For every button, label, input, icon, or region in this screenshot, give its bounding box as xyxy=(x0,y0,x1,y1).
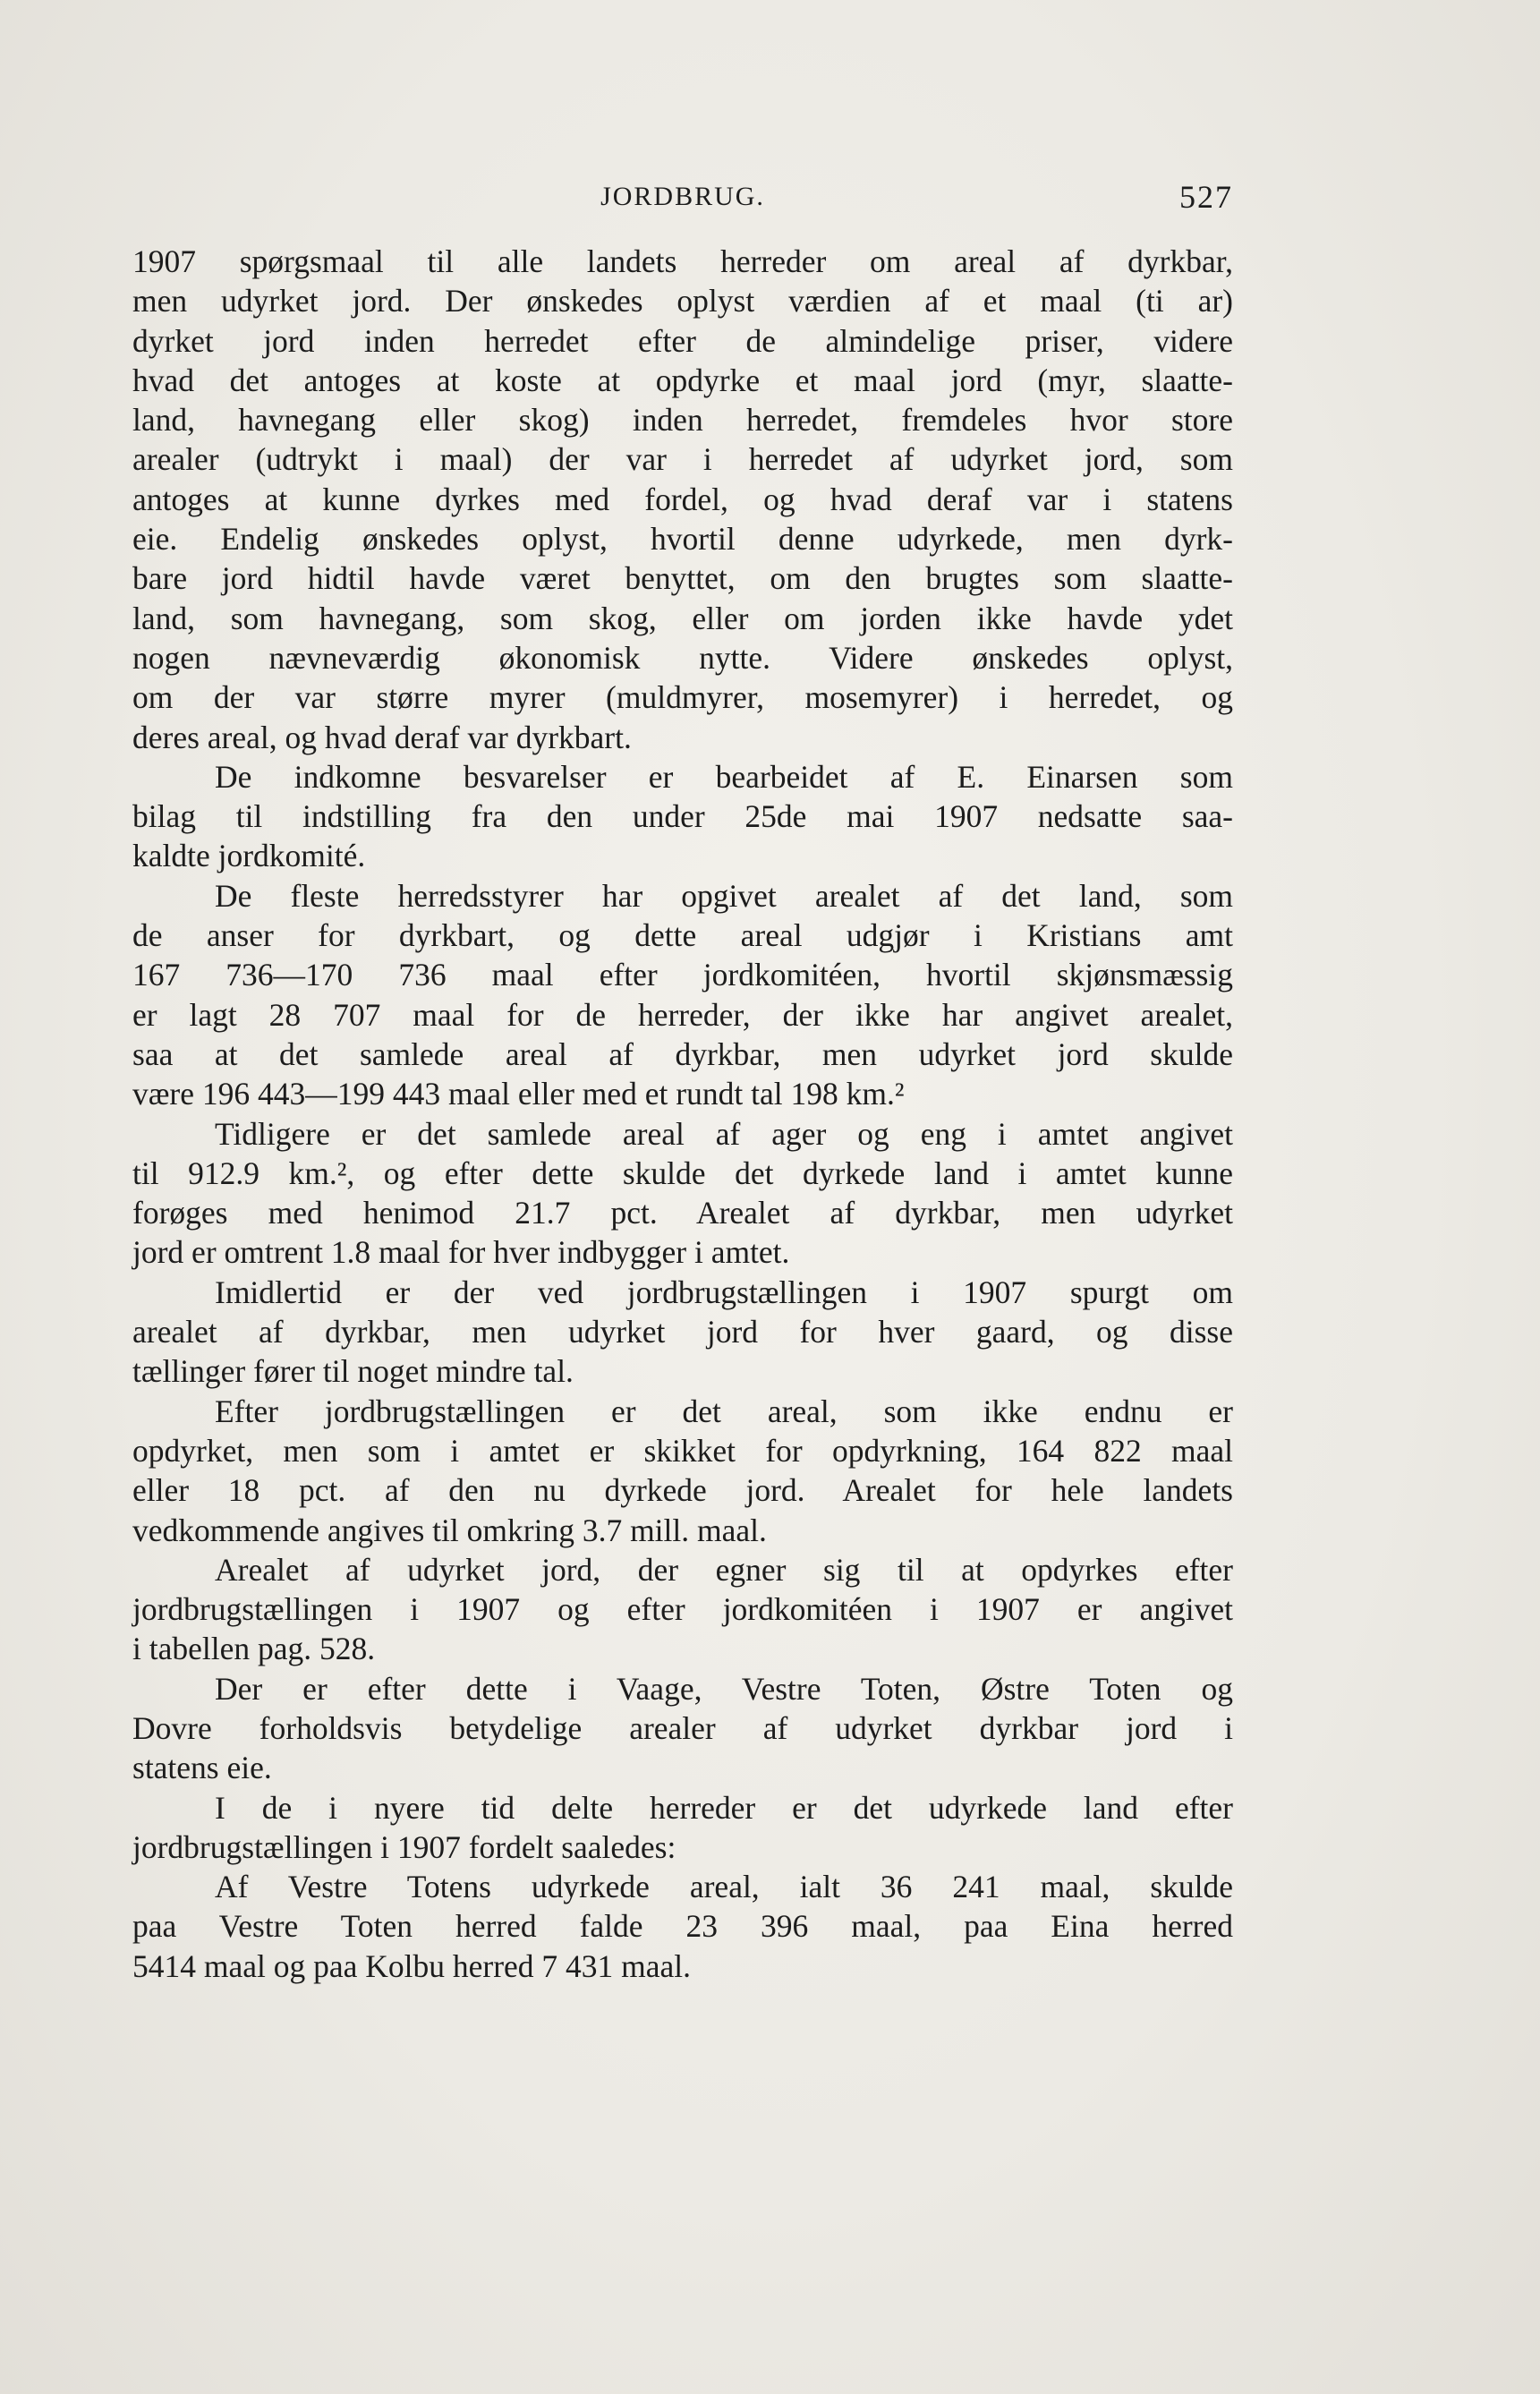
text-line: land, havnegang eller skog) inden herredet, fremdeles hvor store xyxy=(132,402,1233,439)
text-line: arealer (udtrykt i maal) der var i herredet af udyrket jord, som xyxy=(132,441,1233,478)
text-line: Imidlertid er der ved jordbrugstællingen i 1907 spurgt om xyxy=(215,1274,1233,1310)
text-line: bare jord hidtil havde været benyttet, om den brugtes som slaatte- xyxy=(132,560,1233,597)
text-line: dyrket jord inden herredet efter de almindelige priser, videre xyxy=(132,322,1233,359)
text-line: saa at det samlede areal af dyrkbar, men udyrket jord skulde xyxy=(132,1035,1233,1072)
text-line: De fleste herredsstyrer har opgivet arealet af det land, som xyxy=(215,877,1233,914)
paragraph xyxy=(132,1788,1233,1868)
paragraph xyxy=(132,242,1233,757)
text-line: være 196 443—199 443 maal eller med et rundt tal 198 km.² xyxy=(132,1076,905,1112)
text-line: opdyrket, men som i amtet er skikket for opdyrkning, 164 822 maal xyxy=(132,1432,1233,1469)
text-line: paa Vestre Toten herred falde 23 396 maal, paa Eina herred xyxy=(132,1908,1233,1945)
text-line: 5414 maal og paa Kolbu herred 7 431 maal. xyxy=(132,1947,692,1984)
text-line: eie. Endelig ønskedes oplyst, hvortil denne udyrkede, men dyrk- xyxy=(132,521,1233,558)
text-line: hvad det antoges at koste at opdyrke et maal jord (myr, slaatte- xyxy=(132,362,1233,398)
text-line: statens eie. xyxy=(132,1750,272,1786)
text-line: Tidligere er det samlede areal af ager og eng i amtet angivet xyxy=(215,1115,1233,1152)
text-line: tællinger fører til noget mindre tal. xyxy=(132,1353,574,1390)
text-line: bilag til indstilling fra den under 25de mai 1907 nedsatte saa- xyxy=(132,798,1233,835)
text-line: til 912.9 km.², og efter dette skulde det dyrkede land i amtet kunne xyxy=(132,1154,1233,1191)
text-line: jord er omtrent 1.8 maal for hver indbygger i amtet. xyxy=(132,1234,790,1271)
body-text xyxy=(132,242,1233,1986)
text-line: nogen nævneværdig økonomisk nytte. Videre ønskedes oplyst, xyxy=(132,639,1233,676)
text-line: jordbrugstællingen i 1907 og efter jordkomitéen i 1907 er angivet xyxy=(132,1591,1233,1628)
text-line: 1907 spørgsmaal til alle landets herreder om areal af dyrkbar, xyxy=(132,243,1233,279)
text-line: forøges med henimod 21.7 pct. Arealet af dyrkbar, men udyrket xyxy=(132,1195,1233,1231)
text-line: 167 736—170 736 maal efter jordkomitéen, hvortil skjønsmæssig xyxy=(132,957,1233,993)
text-line: kaldte jordkomité. xyxy=(132,838,366,874)
running-title: JORDBRUG. xyxy=(600,182,765,211)
paragraph xyxy=(132,876,1233,1114)
paragraph xyxy=(132,1867,1233,1986)
text-line: Af Vestre Totens udyrkede areal, ialt 36 241 maal, skulde xyxy=(215,1869,1233,1905)
text-line: vedkommende angives til omkring 3.7 mill. maal. xyxy=(132,1512,767,1548)
text-line: Arealet af udyrket jord, der egner sig til at opdyrkes efter xyxy=(215,1551,1233,1588)
text-line: jordbrugstællingen i 1907 fordelt saaledes: xyxy=(132,1828,676,1865)
text-line: Der er efter dette i Vaage, Vestre Toten, Østre Toten og xyxy=(215,1670,1233,1707)
paragraph xyxy=(132,1273,1233,1392)
text-line: Dovre forholdsvis betydelige arealer af udyrket dyrkbar jord i xyxy=(132,1709,1233,1746)
text-line: deres areal, og hvad deraf var dyrkbart. xyxy=(132,719,632,755)
page-header xyxy=(132,175,1233,218)
paragraph xyxy=(132,1550,1233,1669)
page-number: 527 xyxy=(1179,179,1233,215)
text-line: men udyrket jord. Der ønskedes oplyst værdien af et maal (ti ar) xyxy=(132,283,1233,319)
paragraph xyxy=(132,1669,1233,1788)
text-line: antoges at kunne dyrkes med fordel, og hvad deraf var i statens xyxy=(132,481,1233,517)
text-line: de anser for dyrkbart, og dette areal udgjør i Kristians amt xyxy=(132,917,1233,954)
text-line: De indkomne besvarelser er bearbeidet af E. Einarsen som xyxy=(215,758,1233,795)
paragraph xyxy=(132,757,1233,876)
text-line: land, som havnegang, som skog, eller om jorden ikke havde ydet xyxy=(132,600,1233,636)
paragraph xyxy=(132,1392,1233,1550)
paragraph xyxy=(132,1114,1233,1273)
text-line: I de i nyere tid delte herreder er det udyrkede land efter xyxy=(215,1789,1233,1826)
text-line: arealet af dyrkbar, men udyrket jord for hver gaard, og disse xyxy=(132,1314,1233,1350)
text-line: eller 18 pct. af den nu dyrkede jord. Arealet for hele landets xyxy=(132,1472,1233,1509)
text-line: i tabellen pag. 528. xyxy=(132,1631,376,1667)
text-line: Efter jordbrugstællingen er det areal, som ikke endnu er xyxy=(215,1393,1233,1429)
text-line: om der var større myrer (muldmyrer, mosemyrer) i herredet, og xyxy=(132,679,1233,716)
text-line: er lagt 28 707 maal for de herreder, der ikke har angivet arealet, xyxy=(132,996,1233,1033)
